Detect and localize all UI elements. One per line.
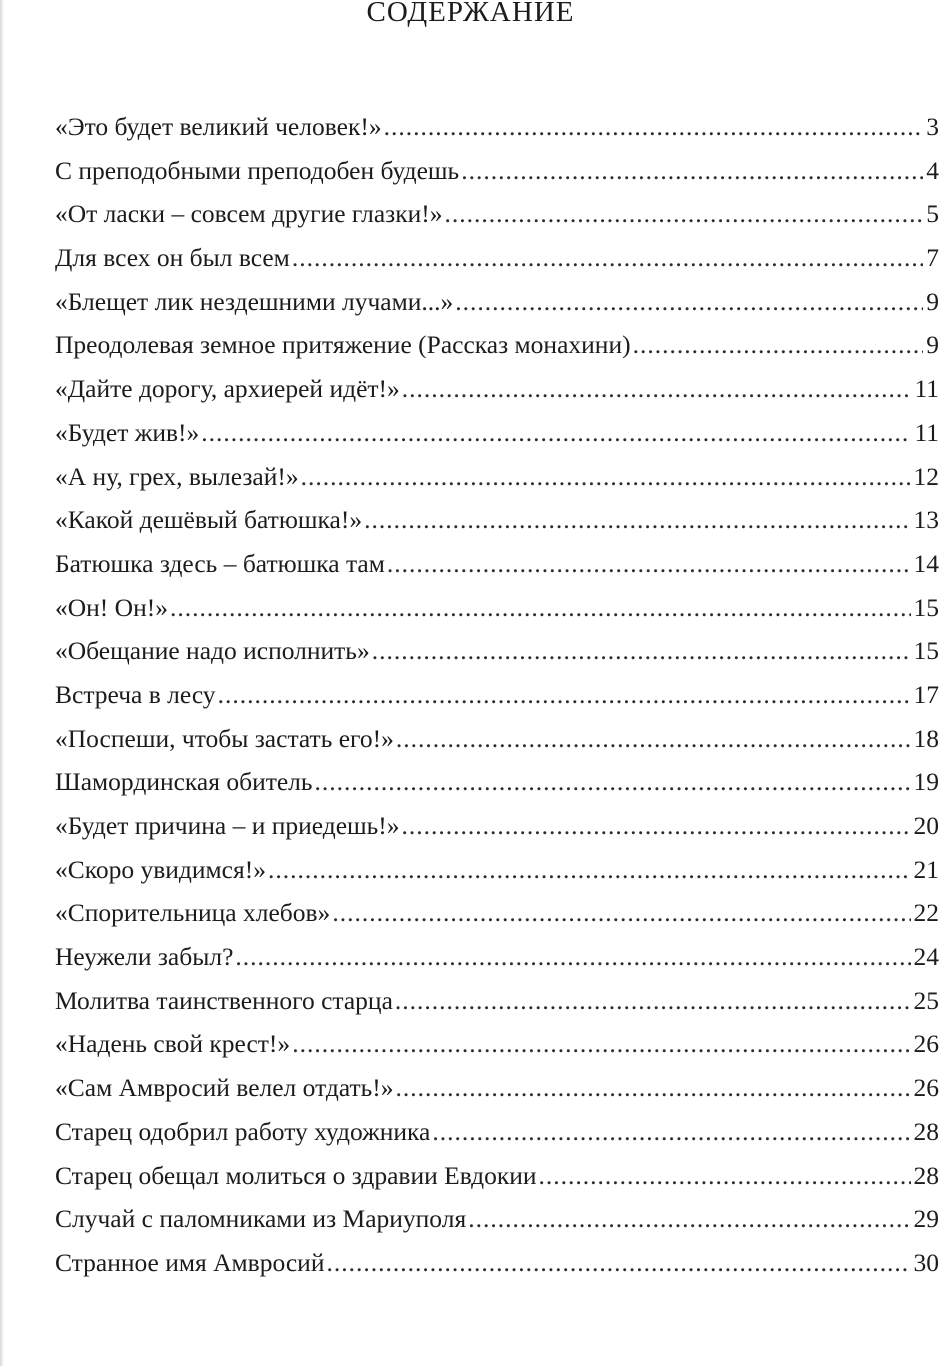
page-title: СОДЕРЖАНИЕ	[366, 0, 575, 28]
toc-entry-page: 28	[913, 1160, 939, 1190]
toc-entry-page: 15	[913, 592, 939, 622]
toc-entry-page: 12	[913, 461, 939, 491]
toc-entry-title: «А ну, грех, вылезай!»	[55, 461, 299, 491]
toc-leader-dots	[332, 891, 910, 935]
toc-entry-title: «Блещет лик нездешними лучами...»	[55, 286, 454, 316]
toc-entry-title: «От ласки – совсем другие глазки!»	[55, 199, 443, 229]
toc-entry-title: «Будет причина – и приедешь!»	[55, 811, 400, 840]
toc-leader-dots	[402, 367, 912, 411]
toc-entry-title: «Это будет великий человек!»	[55, 112, 382, 141]
toc-entry-page: 24	[913, 942, 939, 972]
toc-entry-page: 25	[913, 985, 939, 1015]
toc-entry-page: 11	[914, 417, 939, 447]
toc-leader-dots	[396, 1066, 911, 1110]
toc-entry-page: 15	[913, 636, 939, 666]
toc-leader-dots	[235, 935, 910, 979]
toc-entry[interactable]	[55, 848, 939, 892]
toc-entry[interactable]	[55, 105, 939, 149]
toc-leader-dots	[461, 149, 923, 193]
toc-entry[interactable]	[55, 804, 939, 848]
toc-entry-page: 13	[913, 505, 939, 535]
toc-entry-page: 5	[926, 199, 939, 229]
toc-entry-title: Шамординская обитель	[55, 767, 313, 797]
toc-entry-title: «Спорительница хлебов»	[55, 898, 331, 928]
toc-leader-dots	[539, 1154, 911, 1198]
toc-entry[interactable]	[55, 1241, 939, 1285]
toc-leader-dots	[468, 1197, 910, 1241]
toc-entry-title: Молитва таинственного старца	[55, 985, 393, 1015]
toc-leader-dots	[445, 192, 924, 236]
toc-leader-dots	[315, 760, 911, 804]
toc-entry[interactable]	[55, 149, 939, 193]
toc-leader-dots	[432, 1110, 910, 1154]
toc-entry-title: «Дайте дорогу, архиерей идёт!»	[55, 374, 400, 404]
toc-entry-page: 28	[913, 1116, 939, 1146]
toc-entry[interactable]	[55, 1110, 939, 1154]
toc-entry-page: 26	[913, 1073, 939, 1103]
toc-entry-title: «Сам Амвросий велел отдать!»	[55, 1073, 394, 1103]
toc-entry-title: «Он! Он!»	[55, 592, 168, 622]
toc-entry[interactable]	[55, 498, 939, 542]
toc-leader-dots	[364, 498, 910, 542]
toc-entry-page: 17	[913, 679, 939, 709]
toc-entry-page: 30	[913, 1247, 939, 1277]
toc-leader-dots	[170, 586, 911, 630]
toc-entry[interactable]	[55, 1197, 939, 1241]
toc-entry-title: Батюшка здесь – батюшка там	[55, 548, 385, 578]
toc-entry[interactable]	[55, 891, 939, 935]
toc-leader-dots	[218, 673, 911, 717]
toc-entry[interactable]	[55, 760, 939, 804]
toc-entry-page: 29	[913, 1204, 939, 1234]
toc-entry-title: Старец одобрил работу художника	[55, 1116, 431, 1146]
toc-entry-page: 4	[926, 155, 939, 185]
toc-entry[interactable]	[55, 323, 939, 367]
toc-entry[interactable]	[55, 629, 939, 673]
toc-entry-page: 26	[913, 1029, 939, 1059]
toc-entry[interactable]	[55, 367, 939, 411]
toc-entry-title: Для всех он был всем	[55, 243, 290, 273]
toc-entry[interactable]	[55, 673, 939, 717]
toc-leader-dots	[326, 1241, 910, 1285]
toc-entry-page: 19	[913, 767, 939, 797]
toc-entry-title: Странное имя Амвросий	[55, 1247, 325, 1277]
toc-entry-page: 20	[913, 811, 939, 840]
toc-entry-page: 22	[913, 898, 939, 928]
toc-leader-dots	[292, 236, 923, 280]
toc-entry-title: Старец обещал молиться о здравии Евдокии	[55, 1160, 537, 1190]
toc-entry-title: «Скоро увидимся!»	[55, 854, 266, 884]
toc-entry[interactable]	[55, 1066, 939, 1110]
toc-leader-dots	[384, 105, 924, 149]
toc-leader-dots	[268, 848, 911, 892]
toc-entry[interactable]	[55, 236, 939, 280]
toc-entry-title: «Какой дешёвый батюшка!»	[55, 505, 363, 535]
toc-entry[interactable]	[55, 1022, 939, 1066]
toc-entry-title: «Надень свой крест!»	[55, 1029, 291, 1059]
toc-entry-page: 7	[926, 243, 939, 273]
toc-leader-dots	[301, 455, 911, 499]
toc-entry-page: 11	[914, 374, 939, 404]
toc-leader-dots	[372, 629, 911, 673]
toc-entry-page: 9	[926, 330, 939, 360]
toc-entry-title: «Будет жив!»	[55, 417, 200, 447]
toc-entry-title: Встреча в лесу	[55, 679, 216, 709]
toc-entry[interactable]	[55, 586, 939, 630]
toc-leader-dots	[292, 1022, 910, 1066]
table-of-contents	[55, 105, 939, 1285]
toc-entry[interactable]	[55, 192, 939, 236]
toc-entry[interactable]	[55, 280, 939, 324]
toc-entry[interactable]	[55, 717, 939, 761]
toc-entry-page: 9	[926, 286, 939, 316]
toc-leader-dots	[402, 804, 911, 848]
toc-entry-page: 18	[913, 723, 939, 753]
toc-entry[interactable]	[55, 411, 939, 455]
toc-entry-page: 14	[913, 548, 939, 578]
toc-leader-dots	[201, 411, 911, 455]
toc-leader-dots	[396, 717, 911, 761]
toc-entry[interactable]	[55, 935, 939, 979]
page-edge	[0, 0, 4, 1366]
toc-leader-dots	[395, 979, 911, 1023]
toc-entry-title: Преодолевая земное притяжение (Рассказ монахини)	[55, 330, 631, 360]
toc-entry-title: Случай с паломниками из Мариуполя	[55, 1204, 467, 1234]
toc-entry[interactable]	[55, 979, 939, 1023]
toc-entry-title: Неужели забыл?	[55, 942, 234, 972]
toc-leader-dots	[633, 323, 924, 367]
toc-entry-page: 3	[926, 112, 939, 141]
toc-leader-dots	[455, 280, 923, 324]
toc-entry-title: С преподобными преподобен будешь	[55, 155, 460, 185]
toc-entry[interactable]	[55, 455, 939, 499]
toc-entry-page: 21	[913, 854, 939, 884]
toc-entry[interactable]	[55, 542, 939, 586]
toc-entry[interactable]	[55, 1154, 939, 1198]
toc-entry-title: «Обещание надо исполнить»	[55, 636, 370, 666]
toc-leader-dots	[387, 542, 911, 586]
toc-entry-title: «Поспеши, чтобы застать его!»	[55, 723, 394, 753]
